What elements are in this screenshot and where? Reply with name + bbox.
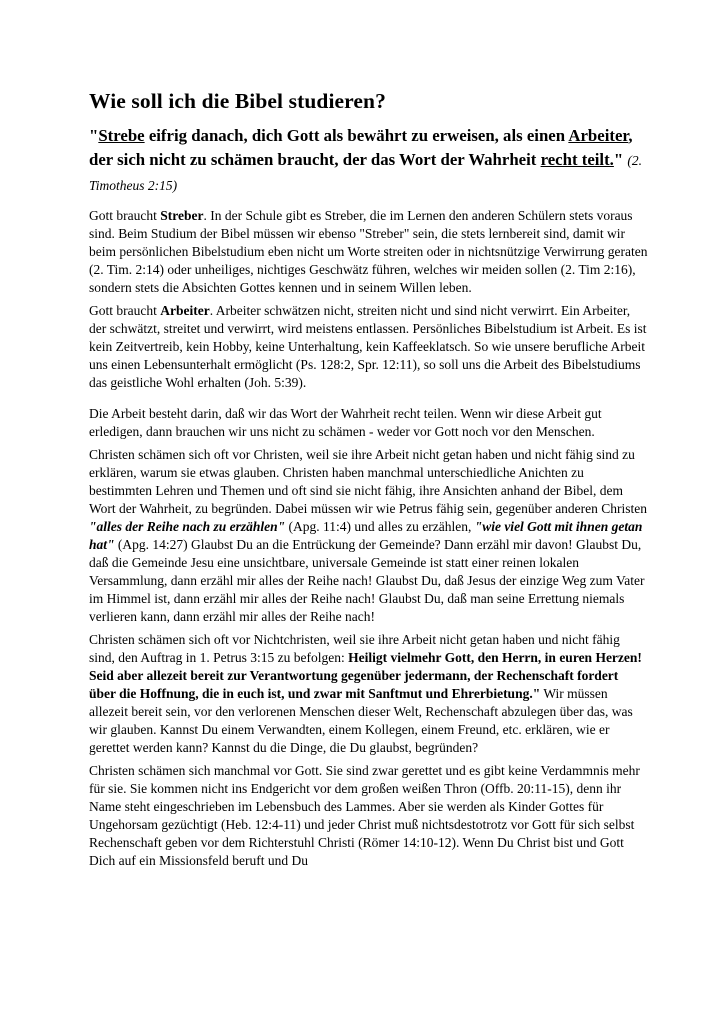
verse-word-strebe: Strebe [98, 126, 145, 145]
paragraph-arbeiter [89, 302, 648, 392]
paragraph-vor-gott: Christen schämen sich manchmal vor Gott. Sie sind zwar gerettet und es gibt keine Verdammnis mehr für sie. Sie kommen nicht ins Endgericht vor dem großen weißen Thron (Offb. 20:11-15), denn ihr Name steht eingeschrieben im Lebensbuch des Lammes. Aber sie werden als Kinder Gottes für Ungehorsam gezüchtigt (Heb. 12:4-11) und jeder Christ muß nichtsdestotrotz vor Gott für sich selbst Rechenschaft geben vor dem Richterstuhl Christi (Römer 14:10-12). Wenn Du Christ bist und Gott Dich auf ein Missionsfeld beruft und Du [89, 763, 640, 868]
verse-close-quote: " [613, 150, 628, 169]
verse-text-2: , der sich nicht zu schämen braucht, der das Wort der Wahrheit [89, 126, 633, 169]
p5-text-c: Wir müssen allezeit bereit sein, vor den verlorenen Menschen dieser Welt, Rechenschaft abzulegen über das, was wir glauben. Kannst Du einem Verwandten, einem Kollegen, einem Freund, etc. erklären, wie er gerettet werden kann? Kannst du die Dinge, die Du glaubst, begründen? [89, 686, 633, 755]
verse-reference: (2. Timotheus 2:15) [89, 153, 643, 193]
verse-text-1: eifrig danach, dich Gott als bewährt zu erweisen, als einen [144, 126, 569, 145]
p5-text-a: Christen schämen sich oft vor Nichtchristen, weil sie ihre Arbeit nicht getan haben und nicht fähig sind, den Auftrag in 1. Petrus 3:15 zu befolgen: [89, 632, 620, 665]
page-title: Wie soll ich die Bibel studieren? [89, 89, 386, 113]
p2-text-c: . Arbeiter schwätzen nicht, streiten nicht und sind nicht verwirrt. Ein Arbeiter, der schwätzt, streitet und verwirrt, wird meistens entlassen. Persönliches Bibelstudium ist Arbeit. Es ist kein Zeitvertreib, kein Hobby, keine Unterhaltung, kein Kaffeeklatsch. So wie unsere berufliche Arbeit uns einen Lebensunterhalt ermöglicht (Ps. 128:2, Spr. 12:11), so soll uns die Arbeit des Bibelstudiums das geistliche Wohl erhalten (Joh. 5:39). [89, 303, 647, 390]
p2-text-a: Gott braucht [89, 303, 161, 318]
p1-text-a: Gott braucht [89, 208, 161, 223]
key-verse [89, 124, 648, 198]
p2-bold-arbeiter: Arbeiter [160, 303, 210, 318]
p4-text-e: (Apg. 14:27) Glaubst Du an die Entrückung der Gemeinde? Dann erzähl mir davon! Glaubst Du, daß die Gemeinde Jesu eine unsichtbare, universale Gemeinde ist statt einer reinen lokalen Versammlung, dann erzähl mir alles der Reihe nach! Glaubst Du, daß Jesus der einzige Weg zum Vater im Himmel ist, dann erzähl mir alles der Reihe nach! Glaubst Du, daß man seine Errettung niemals verlieren kann, dann erzähl mir alles der Reihe nach! [89, 537, 645, 624]
verse-word-recht-teilt: recht teilt. [540, 150, 614, 169]
verse-word-arbeiter: Arbeiter [568, 126, 629, 145]
p5-bold-petrus-quote: Heiligt vielmehr Gott, den Herrn, in euren Herzen! Seid aber allezeit bereit zur Verantwortung gegenüber jedermann, der Rechenschaft fordert über die Hoffnung, die in euch ist, und zwar mit Sanftmut und Ehrerbietung." [89, 650, 642, 701]
p4-quote-wie-viel: "wie viel Gott mit ihnen getan hat" [89, 519, 643, 552]
paragraph-vor-christen [89, 446, 648, 626]
verse-open-quote: " [89, 126, 99, 145]
paragraph-streber [89, 207, 648, 297]
p4-quote-reihe-nach: "alles der Reihe nach zu erzählen" [89, 519, 286, 534]
paragraph-arbeit: Die Arbeit besteht darin, daß wir das Wort der Wahrheit recht teilen. Wenn wir diese Arbeit gut erledigen, dann brauchen wir uns nicht zu schämen - weder vor Gott noch vor den Menschen. [89, 406, 602, 439]
p4-text-c: (Apg. 11:4) und alles zu erzählen, [285, 519, 475, 534]
paragraph-vor-nichtchristen [89, 631, 648, 757]
p4-text-a: Christen schämen sich oft vor Christen, weil sie ihre Arbeit nicht getan haben und nicht fähig sind zu erklären, warum sie etwas glauben. Christen haben manchmal unterschiedliche Anichten zu bestimmten Lehren und Themen und oft sind sie nicht fähig, ihre Ansichten anhand der Bibel, dem Wort der Wahrheit, zu begründen. Dabei müssen wir wie Petrus fähig sein, gegenüber anderen Christen [89, 447, 648, 516]
p1-bold-streber: Streber [160, 208, 204, 223]
p1-text-c: . In der Schule gibt es Streber, die im Lernen den anderen Schülern stets voraus sind. Beim Studium der Bibel müssen wir ebenso "Streber" sein, die stets lernbereit sind, damit wir beim persönlichen Bibelstudium eben nicht um Worte streiten oder in nichtsnützige Verwirrung geraten (2. Tim. 2:14) oder unheiliges, nichtiges Geschwätz führen, welches wir meiden sollen (2. Tim 2:16), sondern stets die Absichten Gottes kennen und in seinem Willen leben. [89, 208, 648, 295]
